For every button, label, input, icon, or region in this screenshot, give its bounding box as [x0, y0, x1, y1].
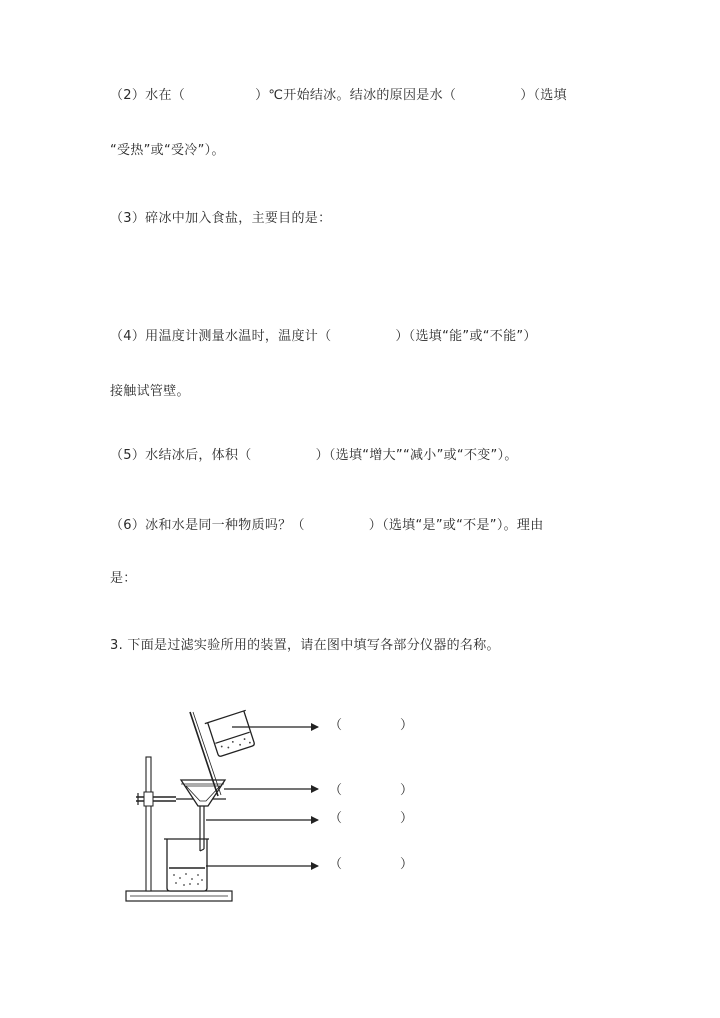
slot-open: （ [329, 783, 343, 798]
q2-part4-line2: 接触试管壁。 [110, 384, 190, 399]
stand-base [126, 891, 232, 901]
slot-close: ） [400, 857, 414, 872]
q2-part4-post: ）（选填“能”或“不能”） [395, 329, 537, 344]
slot-close: ） [400, 783, 414, 798]
slot-close: ） [400, 718, 414, 733]
q2-part3: （3）碎冰中加入食盐，主要目的是： [110, 211, 332, 226]
q3-title: 3. 下面是过滤实验所用的装置，请在图中填写各部分仪器的名称。 [110, 638, 500, 653]
slot-open: （ [329, 857, 343, 872]
q2-part6-pre: （6）冰和水是同一种物质吗？（ [110, 518, 305, 533]
q2-part2-post: ）（选填 [520, 88, 567, 103]
q2-part6-post: ）（选填“是”或“不是”）。理由 [368, 518, 544, 533]
slot-close: ） [400, 811, 414, 826]
lower-beaker [164, 839, 209, 891]
q2-part2-line2: “受热”或“受冷”）。 [110, 143, 225, 158]
upper-beaker [205, 710, 257, 758]
slot-open: （ [329, 811, 343, 826]
q2-part6-line2: 是： [110, 571, 137, 586]
q2-part5-post: ）（选填“增大”“减小”或“不变”）。 [315, 448, 518, 463]
q2-part5-pre: （5）水结冰后，体积（ [110, 448, 252, 463]
q2-part2-mid: ）℃开始结冰。结冰的原因是水（ [255, 88, 457, 103]
stand-rod [146, 757, 151, 891]
slot-open: （ [329, 718, 343, 733]
q2-part2-pre: （2）水在（ [110, 88, 186, 103]
q2-part4-pre: （4）用温度计测量水温时，温度计（ [110, 329, 332, 344]
